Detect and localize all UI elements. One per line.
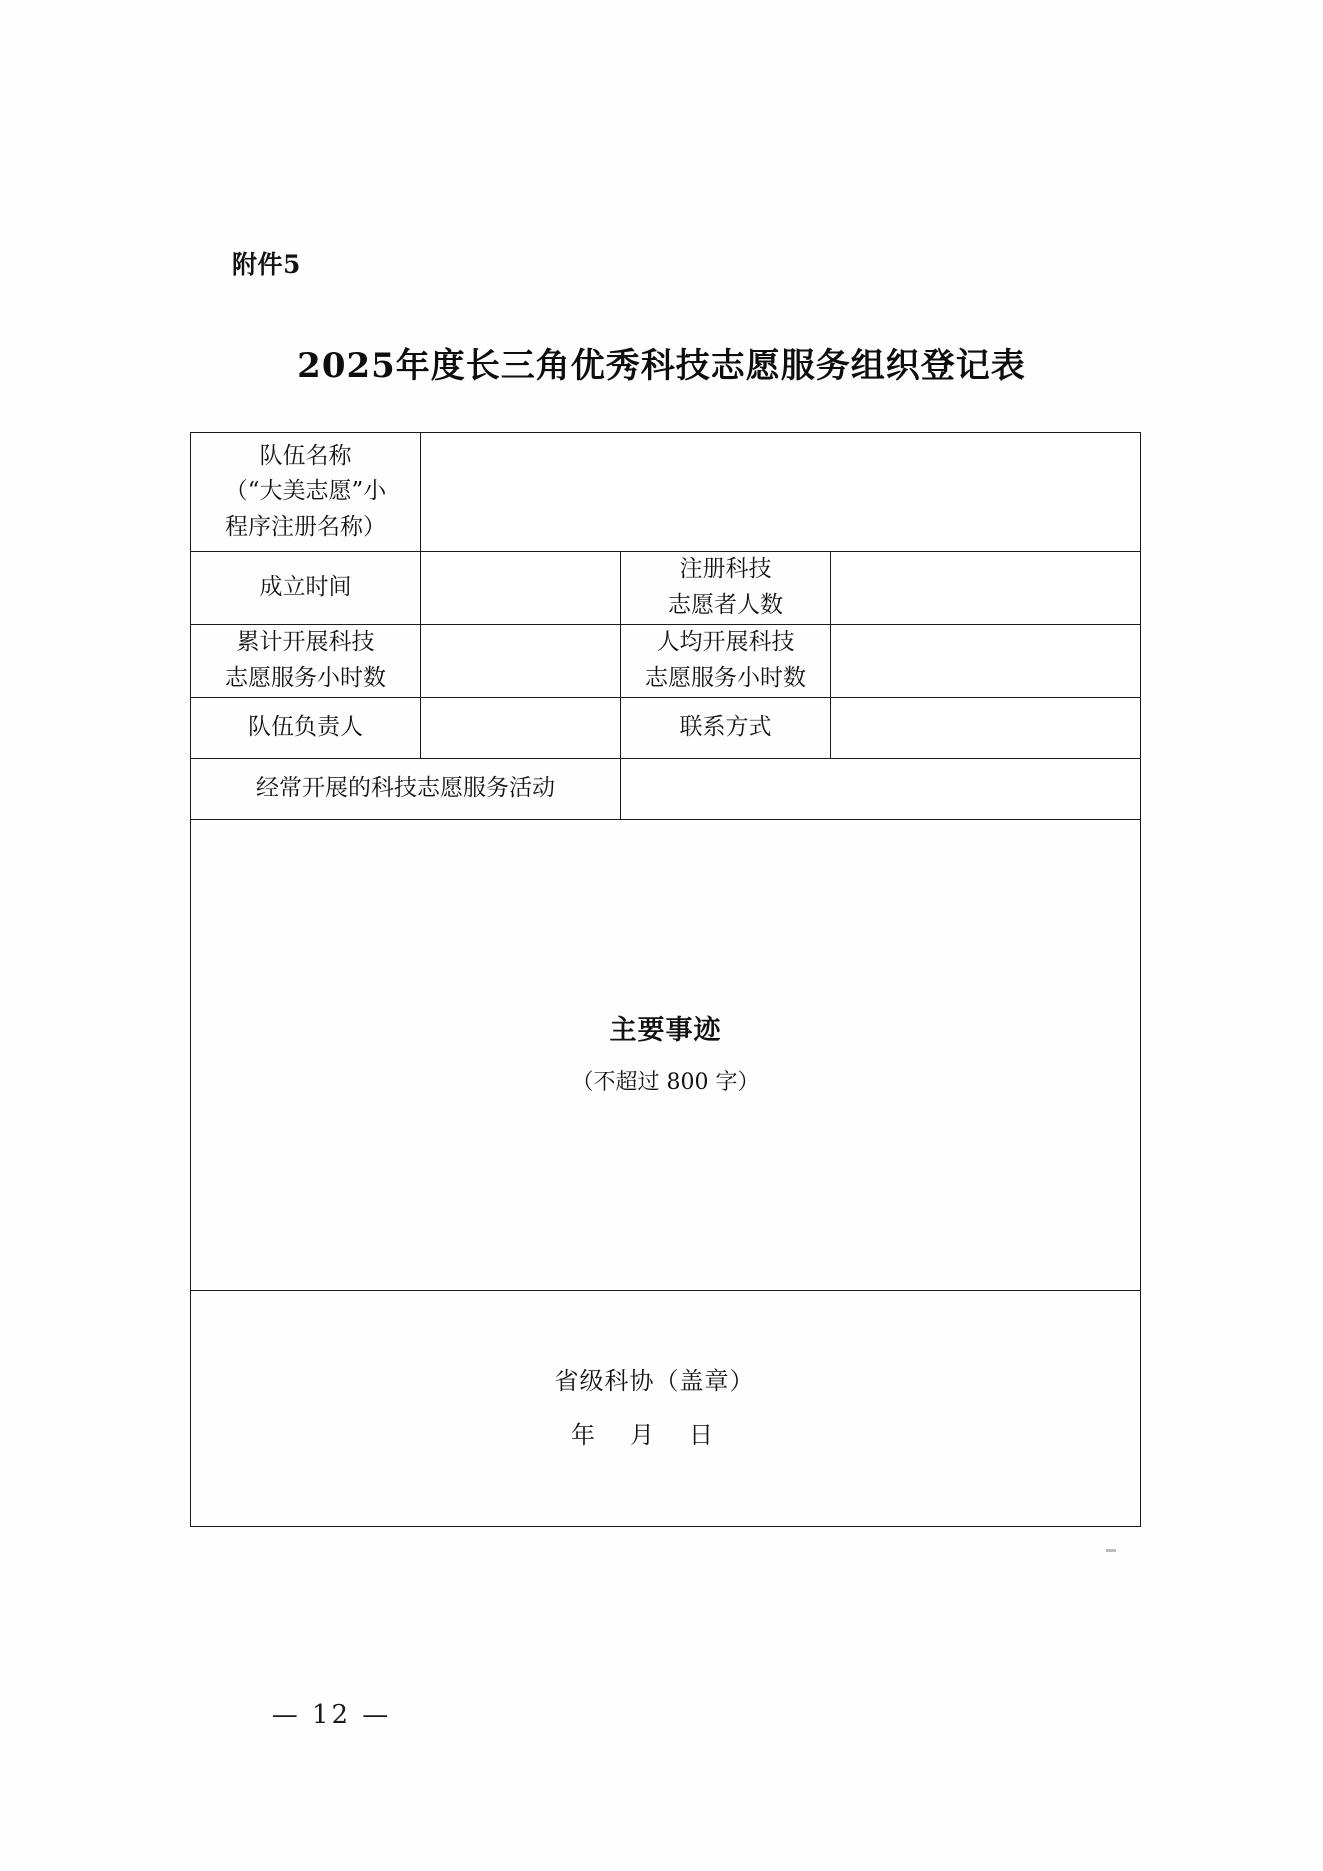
table-row (191, 1291, 1141, 1527)
table-row (191, 759, 1141, 820)
main-deeds-title: 主要事迹 (609, 1015, 722, 1047)
found-time-label: 成立时间 (191, 552, 421, 625)
team-name-field[interactable] (421, 433, 1141, 552)
regular-activities-field[interactable] (621, 759, 1141, 820)
registered-volunteers-label (621, 552, 831, 625)
table-row (191, 625, 1141, 698)
signature-cell[interactable] (191, 1291, 1141, 1527)
table-row (191, 820, 1141, 1291)
main-deeds-subtitle: （不超过 800 字） (571, 1069, 760, 1095)
signature-seal-label: 省级科协（盖章） (554, 1367, 755, 1396)
main-deeds-cell[interactable] (191, 820, 1141, 1291)
average-hours-label (621, 625, 831, 698)
team-leader-label: 队伍负责人 (191, 698, 421, 759)
total-hours-field[interactable] (421, 625, 621, 698)
average-hours-label-line1: 人均开展科技 (656, 629, 795, 656)
registered-volunteers-field[interactable] (831, 552, 1141, 625)
regular-activities-label: 经常开展的科技志愿服务活动 (191, 759, 621, 820)
registered-volunteers-label-line2: 志愿者人数 (668, 592, 783, 618)
team-name-label-line3: 程序注册名称） (225, 513, 386, 540)
team-name-label (191, 433, 421, 552)
average-hours-label-line2: 志愿服务小时数 (645, 665, 806, 691)
table-row (191, 552, 1141, 625)
signature-date-line (191, 1417, 1140, 1454)
registration-form-table (190, 432, 1141, 1527)
total-hours-label-line1: 累计开展科技 (236, 629, 375, 656)
total-hours-label (191, 625, 421, 698)
signature-year: 年 (571, 1420, 596, 1449)
page-number (0, 1700, 1323, 1730)
page-title: 2025年度长三角优秀科技志愿服务组织登记表 (297, 346, 1026, 386)
signature-month: 月 (630, 1420, 655, 1449)
total-hours-label-line2: 志愿服务小时数 (225, 665, 386, 691)
scan-artifact (1106, 1549, 1116, 1552)
contact-label: 联系方式 (621, 698, 831, 759)
average-hours-field[interactable] (831, 625, 1141, 698)
team-name-label-line2: （“大美志愿”小 (224, 478, 387, 505)
table-row (191, 698, 1141, 759)
found-time-field[interactable] (421, 552, 621, 625)
registered-volunteers-label-line1: 注册科技 (679, 556, 772, 583)
table-row (191, 433, 1141, 552)
signature-day: 日 (689, 1420, 714, 1449)
page-number-text: — 12 — (271, 1700, 392, 1730)
attachment-label: 附件5 (232, 250, 301, 279)
team-leader-field[interactable] (421, 698, 621, 759)
contact-field[interactable] (831, 698, 1141, 759)
team-name-label-line1: 队伍名称 (259, 442, 352, 469)
